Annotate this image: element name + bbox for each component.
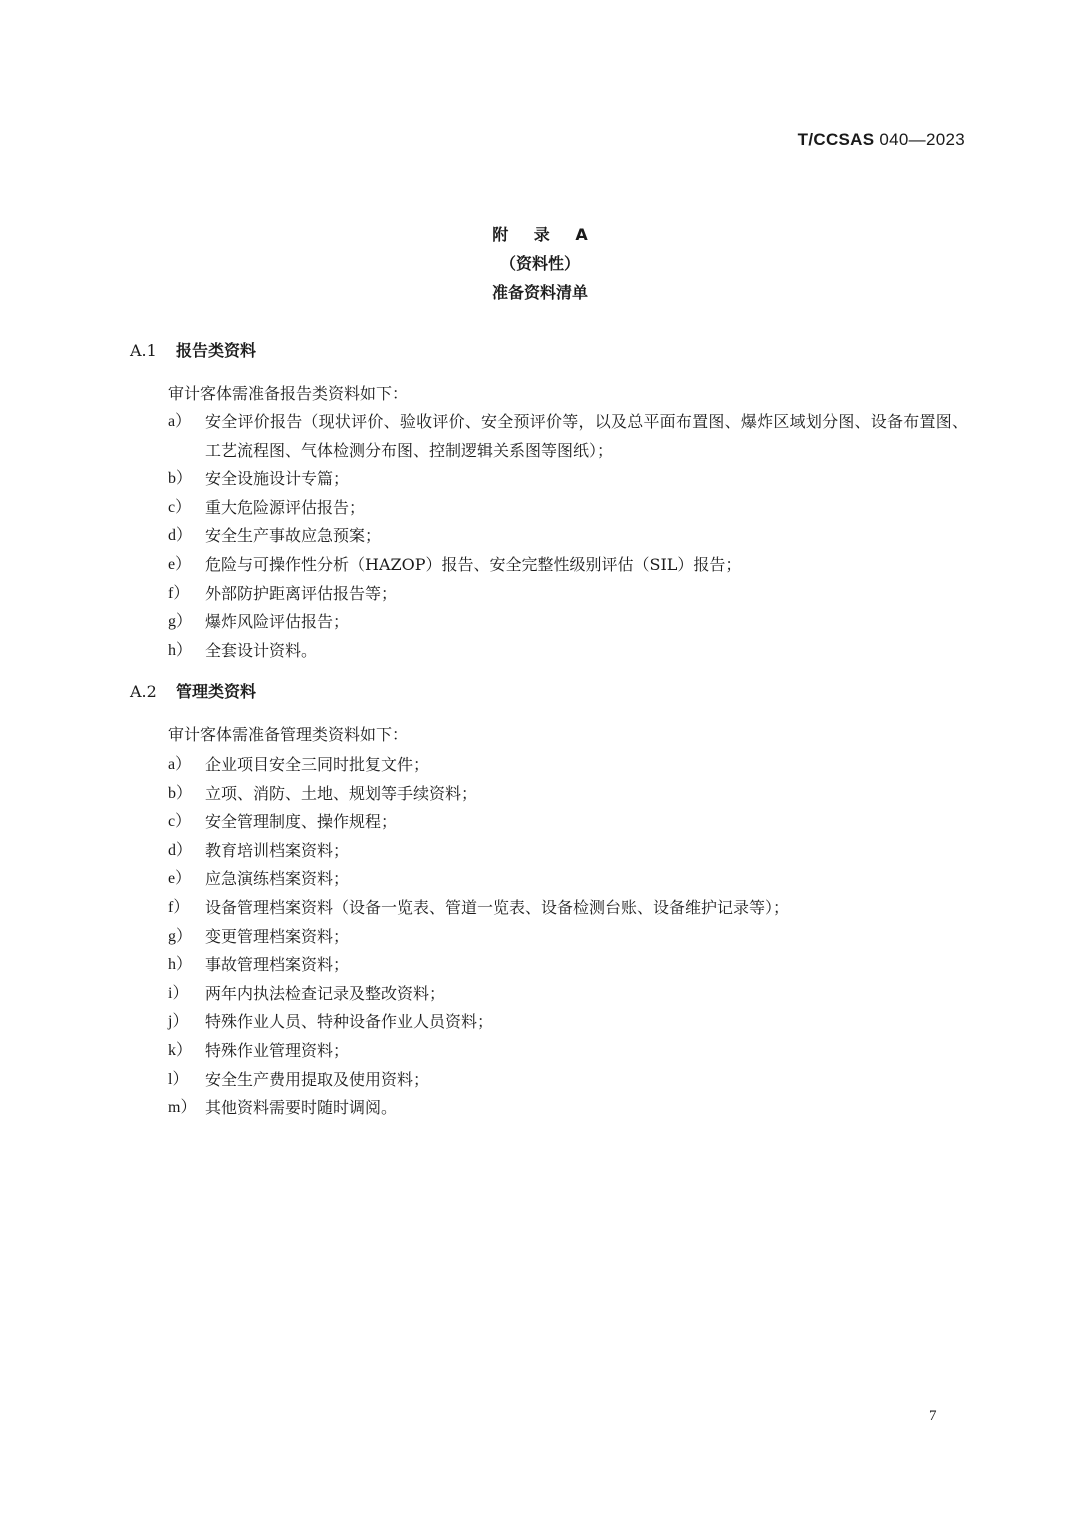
- management-materials-list: [168, 751, 968, 1123]
- list-item-text: 全套设计资料。: [205, 640, 318, 660]
- section-intro: 审计客体需准备报告类资料如下：: [168, 384, 409, 403]
- list-item: [168, 980, 968, 1009]
- list-item: [168, 865, 968, 894]
- list-item-text: 其他资料需要时随时调阅。: [205, 1098, 398, 1118]
- list-marker: e）: [168, 870, 192, 888]
- list-item: [168, 1037, 968, 1066]
- standard-code: [798, 128, 965, 152]
- list-item: [168, 494, 968, 523]
- list-item-text: 外部防护距离评估报告等；: [205, 583, 398, 603]
- list-marker: i）: [168, 984, 189, 1002]
- section-title: 管理类资料: [176, 682, 257, 701]
- list-item: [168, 951, 968, 980]
- standard-code-number: 040—2023: [879, 130, 965, 149]
- list-item: [168, 637, 968, 666]
- section-number: A.1: [130, 341, 157, 360]
- list-marker: d）: [168, 841, 193, 859]
- list-item: [168, 408, 968, 465]
- list-item-text: 安全生产事故应急预案；: [205, 526, 382, 546]
- list-marker: c）: [168, 498, 192, 516]
- list-item-text: 安全评价报告（现状评价、验收评价、安全预评价等，以及总平面布置图、爆炸区域划分图、设备布置图、工艺流程图、气体检测分布图、控制逻辑关系图等图纸）；: [205, 412, 968, 460]
- list-marker: m）: [168, 1099, 197, 1117]
- list-marker: a）: [168, 756, 192, 773]
- list-item-text: 重大危险源评估报告；: [205, 497, 366, 517]
- list-marker: l）: [168, 1070, 189, 1088]
- list-item-text: 特殊作业管理资料；: [205, 1040, 350, 1060]
- list-item: [168, 837, 968, 866]
- list-marker: j）: [168, 1013, 189, 1031]
- appendix-title: 附 录 A: [492, 225, 598, 244]
- list-item: [168, 551, 968, 580]
- list-item-text: 安全设施设计专篇；: [205, 469, 350, 489]
- list-item: [168, 780, 968, 809]
- section-intro: 审计客体需准备管理类资料如下：: [168, 725, 409, 744]
- list-marker: b）: [168, 470, 193, 488]
- appendix-nature: （资料性）: [499, 254, 580, 273]
- standard-code-prefix: T/CCSAS: [797, 130, 875, 149]
- list-marker: k）: [168, 1041, 193, 1059]
- list-marker: c）: [168, 813, 192, 831]
- list-item: [168, 894, 968, 923]
- list-marker: g）: [168, 613, 193, 631]
- report-materials-list: [168, 408, 968, 665]
- section-title: 报告类资料: [176, 341, 257, 360]
- list-item: [168, 608, 968, 637]
- list-item-text: 应急演练档案资料；: [205, 869, 350, 889]
- section-heading-a1: [130, 340, 256, 362]
- list-item-text: 变更管理档案资料；: [205, 926, 350, 946]
- list-item-text: 两年内执法检查记录及整改资料；: [205, 983, 446, 1003]
- list-marker: e）: [168, 555, 192, 573]
- list-item: [168, 923, 968, 952]
- section-heading-a2: [130, 681, 256, 703]
- list-marker: h）: [168, 641, 193, 659]
- list-marker: b）: [168, 784, 193, 802]
- list-item: [168, 580, 968, 609]
- list-item-text: 事故管理档案资料；: [205, 955, 350, 975]
- list-item-text: 设备管理档案资料（设备一览表、管道一览表、设备检测台账、设备维护记录等）；: [205, 897, 790, 917]
- list-item-text: 爆炸风险评估报告；: [205, 612, 350, 632]
- list-marker: h）: [168, 956, 193, 974]
- section-number: A.2: [130, 682, 157, 701]
- list-marker: f）: [168, 898, 190, 916]
- appendix-name: 准备资料清单: [491, 283, 588, 302]
- list-item-text: 教育培训档案资料；: [205, 840, 350, 860]
- list-item-text: 特殊作业人员、特种设备作业人员资料；: [205, 1012, 494, 1032]
- list-marker: a）: [168, 413, 192, 430]
- list-item: [168, 465, 968, 494]
- list-item: [168, 1008, 968, 1037]
- list-item-text: 安全管理制度、操作规程；: [205, 812, 398, 832]
- list-marker: g）: [168, 927, 193, 945]
- list-item-text: 企业项目安全三同时批复文件；: [205, 755, 430, 774]
- list-marker: d）: [168, 527, 193, 545]
- list-item: [168, 522, 968, 551]
- list-item: [168, 751, 968, 780]
- list-item-text: 立项、消防、土地、规划等手续资料；: [205, 783, 478, 803]
- list-item-text: 危险与可操作性分析（HAZOP）报告、安全完整性级别评估（SIL）报告；: [205, 554, 742, 574]
- list-item-text: 安全生产费用提取及使用资料；: [205, 1069, 430, 1089]
- list-item: [168, 1066, 968, 1095]
- list-item: [168, 808, 968, 837]
- list-item: [168, 1094, 968, 1123]
- page-number: 7: [929, 1408, 937, 1424]
- list-marker: f）: [168, 584, 190, 602]
